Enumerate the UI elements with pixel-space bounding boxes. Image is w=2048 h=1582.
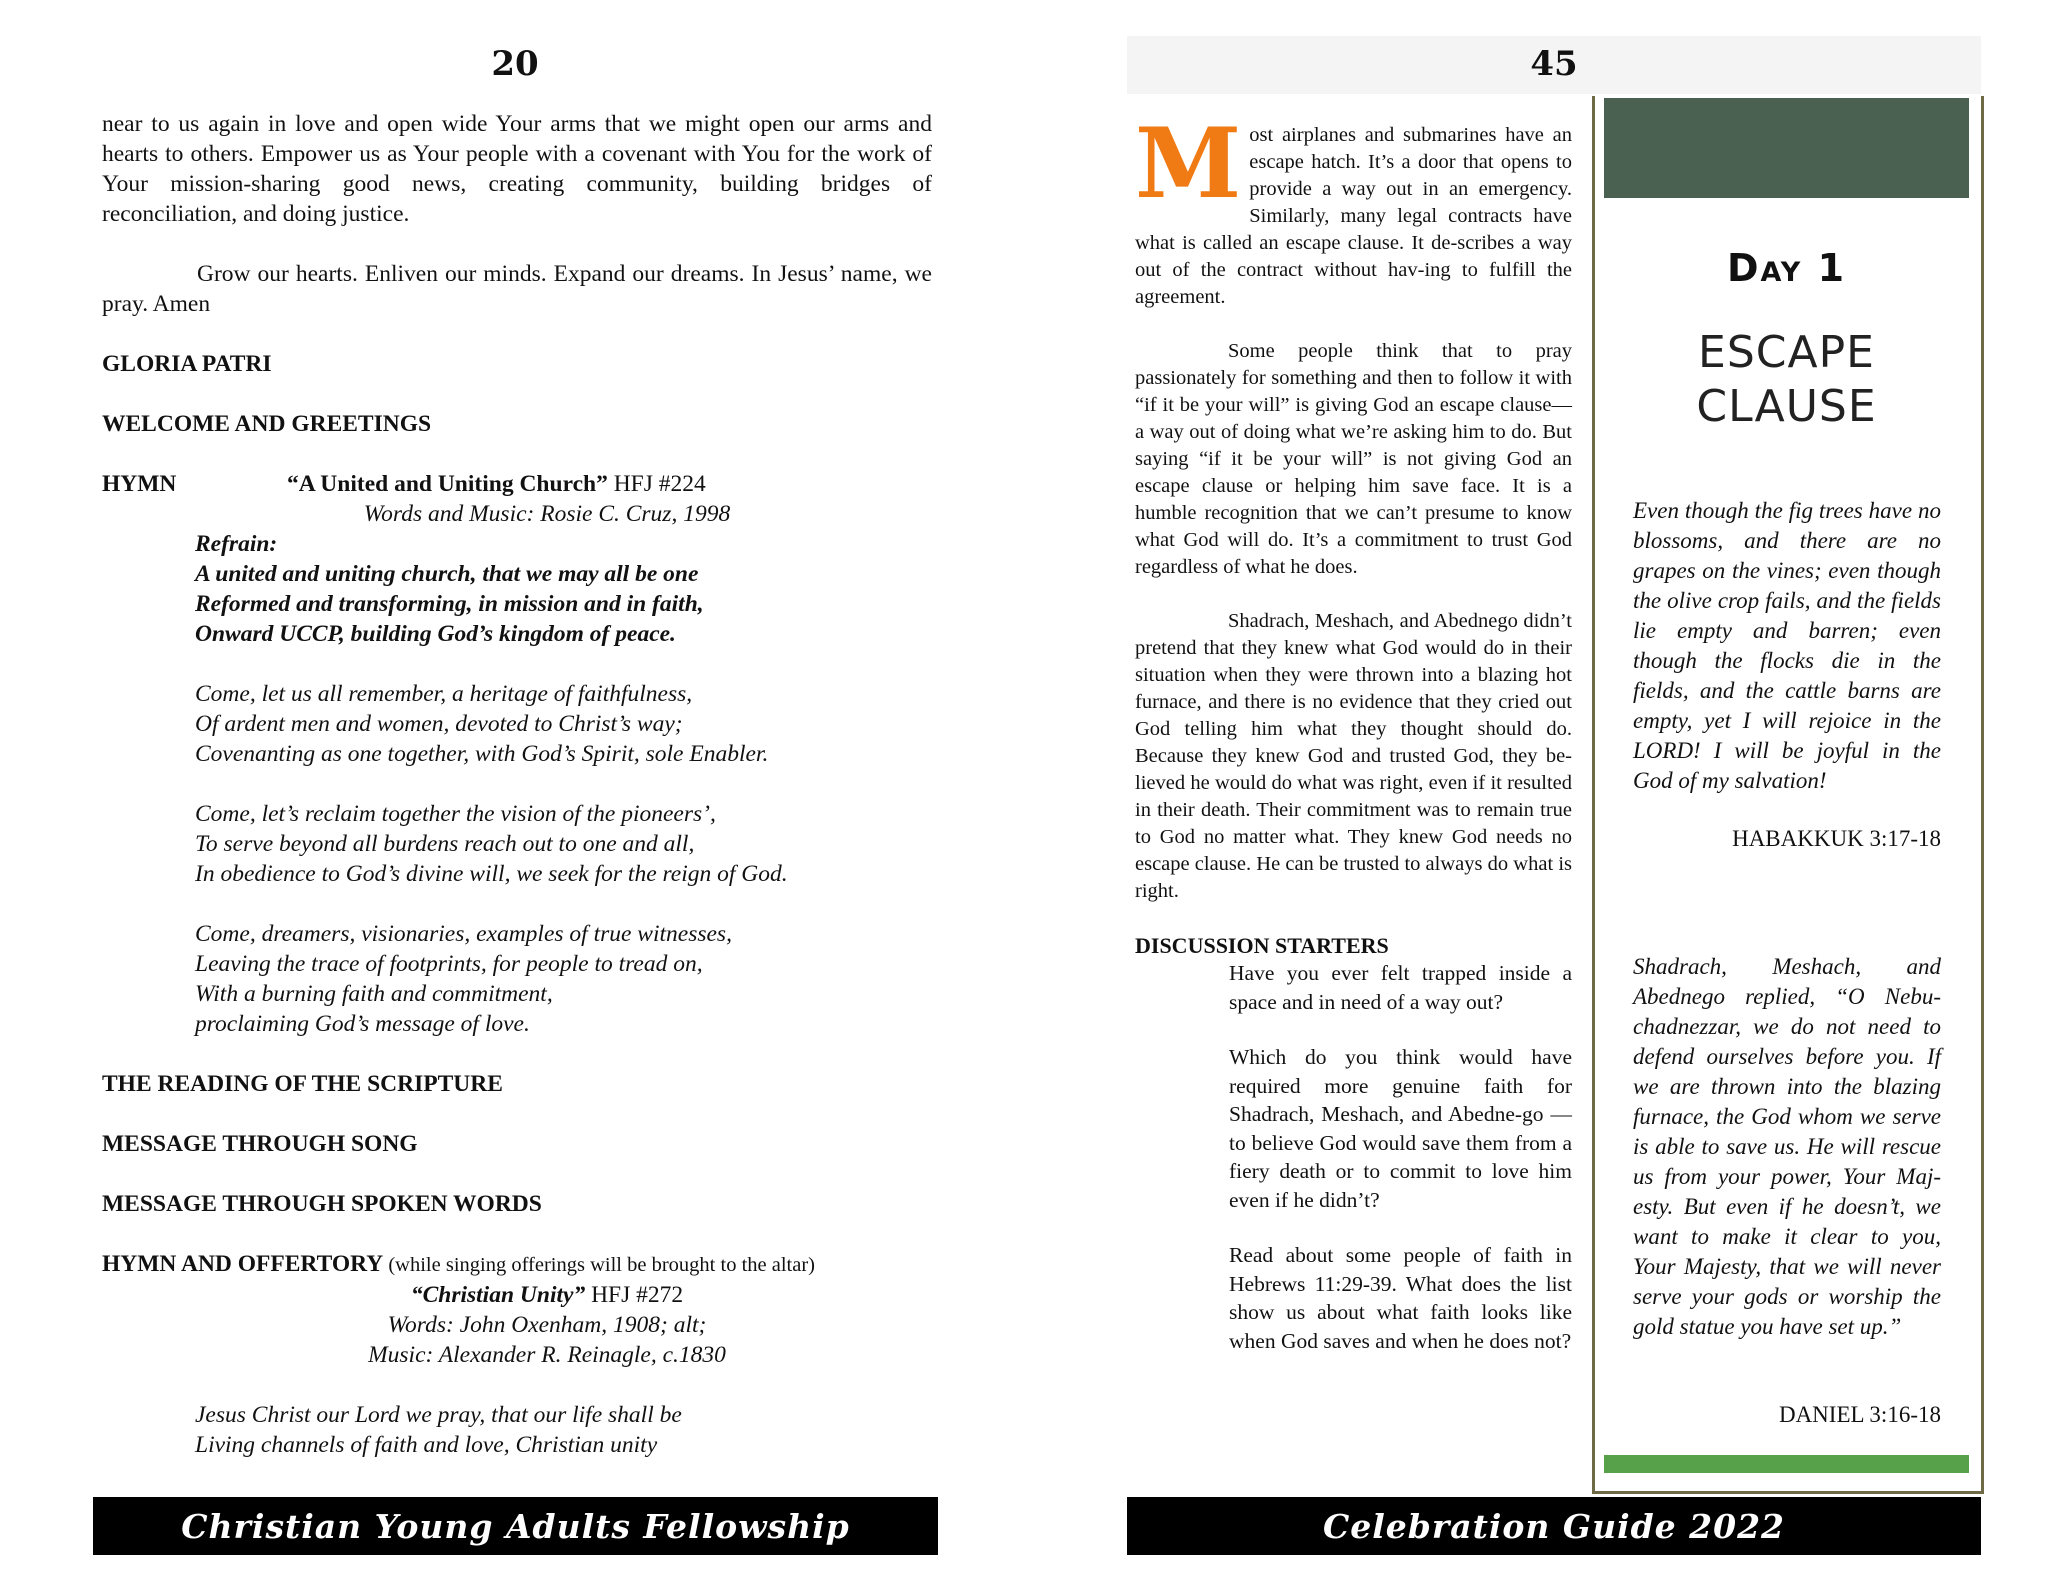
offertory-credit-music: Music: Alexander R. Reinagle, c.1830 — [368, 1342, 726, 1368]
hymn-heading — [102, 469, 932, 499]
hymn-title: “A United and Uniting Church” — [287, 471, 608, 497]
offertory-number: HFJ #272 — [585, 1282, 684, 1308]
lyric-line: proclaiming God’s message of love. — [195, 1011, 530, 1037]
offertory-label: HYMN AND OFFERTORY — [102, 1251, 384, 1277]
order-of-worship — [102, 109, 932, 1460]
lyric-line: In obedience to God’s divine will, we seek for the reign of God. — [195, 861, 788, 887]
prayer-close: Grow our hearts. Enliven our minds. Expand our dreams. In Jesus’ name, we pray. Amen — [102, 261, 932, 317]
stanza-1 — [102, 679, 932, 769]
footer-title: Celebration Guide 2022 — [1322, 1506, 1786, 1546]
refrain — [102, 529, 932, 649]
scripture-reference: HABAKKUK 3:17-18 — [1732, 826, 1941, 851]
intro-paragraph — [1135, 107, 1572, 311]
offertory-lyrics — [102, 1400, 932, 1460]
page-number: 45 — [1530, 44, 1578, 84]
lyric-line: Jesus Christ our Lord we pray, that our life shall be — [195, 1402, 682, 1428]
right-page — [1024, 0, 2048, 1582]
offertory-heading — [102, 1249, 932, 1280]
refrain-label: Refrain: — [195, 531, 278, 557]
hymn-number: HFJ #224 — [607, 471, 706, 497]
lyric-line: Come, let us all remember, a heritage of faithfulness, — [195, 681, 693, 707]
hymn-label: HYMN — [102, 471, 177, 497]
devotional-text — [1135, 107, 1572, 1355]
message-song-heading: MESSAGE THROUGH SONG — [102, 1131, 418, 1157]
gloria-patri-heading: GLORIA PATRI — [102, 351, 272, 377]
discussion-question: Read about some people of faith in Hebrews 11:29-39. What does the list show us about what faith looks like when God saves and when he does not? — [1229, 1243, 1572, 1353]
footer-bar — [93, 1497, 938, 1555]
message-words-heading: MESSAGE THROUGH SPOKEN WORDS — [102, 1191, 542, 1217]
title-line: CLAUSE — [1696, 381, 1877, 432]
drop-cap: M — [1135, 107, 1242, 220]
discussion-heading: DISCUSSION STARTERS — [1135, 933, 1389, 958]
devotional-title — [1604, 326, 1969, 434]
offertory-note: (while singing offerings will be brought to the altar) — [383, 1254, 815, 1276]
lyric-line: Come, let’s reclaim together the vision of the pioneers’, — [195, 801, 716, 827]
discussion-question: Which do you think would have required more genuine faith for Shadrach, Meshach, and Abedne-go —to believe God would save them from a fiery death or to commit to love him even if he didn’t? — [1229, 1045, 1572, 1212]
stanza-3 — [102, 919, 932, 1039]
offertory-credit-words: Words: John Oxenham, 1908; alt; — [387, 1312, 707, 1338]
lyric-line: Come, dreamers, visionaries, examples of true witnesses, — [195, 921, 732, 947]
scripture-sidebar — [1592, 96, 1984, 1494]
intro-text: ost airplanes and submarines have an escape hatch. It’s a door that opens to provide a way out in an emergency. Similarly, many legal contracts have what is called an escape clause. It de-scribes a way out of the contract without hav-ing to fulfill the agreement. — [1135, 124, 1572, 308]
discussion-question: Have you ever felt trapped inside a space and in need of a way out? — [1229, 961, 1572, 1014]
refrain-line: Onward UCCP, building God’s kingdom of peace. — [195, 621, 676, 647]
day-title: Day 1 — [1726, 246, 1847, 290]
lyric-line: To serve beyond all burdens reach out to one and all, — [195, 831, 695, 857]
lyric-line: Of ardent men and women, devoted to Christ’s way; — [195, 711, 683, 737]
welcome-heading: WELCOME AND GREETINGS — [102, 411, 432, 437]
lyric-line: With a burning faith and commitment, — [195, 981, 553, 1007]
scripture-reference: DANIEL 3:16-18 — [1778, 1402, 1941, 1427]
refrain-line: Reformed and transforming, in mission and in faith, — [195, 591, 704, 617]
paragraph: Shadrach, Meshach, and Abednego didn’t pretend that they knew what God would do in their situation when they were thrown into a blazing hot furnace, and there is no evidence that they cried out God telling him what they thought should do. Because they knew God and trusted God, they be-lieved he would do what was right, even if it resulted in their death. Their commitment was to remain true to God no matter what. They knew God needs no escape clause. He can be trusted to always do what is right. — [1135, 610, 1572, 902]
footer-bar — [1127, 1497, 1981, 1555]
footer-title: Christian Young Adults Fellowship — [181, 1506, 850, 1546]
scripture-verse: Shadrach, Meshach, and Abednego replied, “O Nebu-chadnezzar, we do not need to defend ourselves before you. If we are thrown into the blazing furnace, the God whom we serve is able to save us. He will rescue us from your power, Your Maj-esty. But even if he doesn’t, we want to make it clear to you, Your Majesty, that we will never serve your gods or worship the gold statue you have set up.” — [1633, 954, 1941, 1339]
sidebar-top-band — [1604, 98, 1969, 198]
paragraph: Some people think that to pray passionately for something and then to follow it with “if it be your will” is giving God an escape clause—a way out of doing what we’re asking him to do. But saying “if it be your will” is not giving God an escape clause or helping him save face. It is a humble recognition that we can’t presume to know what God will do. It’s a commitment to trust God regardless of what he does. — [1135, 340, 1572, 578]
offertory-hymn — [102, 1280, 932, 1310]
page-number: 20 — [491, 44, 539, 84]
lyric-line: Living channels of faith and love, Christian unity — [195, 1432, 658, 1458]
prayer-paragraph: near to us again in love and open wide Your arms that we might open our arms and hearts to others. Empower us as Your people with a covenant with You for the work of Your mission-sharing good news, creating community, building bridges of reconciliation, and doing justice. — [102, 111, 932, 227]
sidebar-bottom-band — [1604, 1455, 1969, 1473]
lyric-line: Leaving the trace of footprints, for people to tread on, — [195, 951, 703, 977]
offertory-title: “Christian Unity” — [410, 1282, 586, 1308]
refrain-line: A united and uniting church, that we may all be one — [195, 561, 699, 587]
title-line: ESCAPE — [1698, 327, 1875, 378]
hymn-credit: Words and Music: Rosie C. Cruz, 1998 — [363, 501, 731, 527]
scripture-verse: Even though the fig trees have no blossoms, and there are no grapes on the vines; even though the olive crop fails, and the fields lie empty and barren; even though the flocks die in the fields, and the cattle barns are empty, yet I will rejoice in the LORD! I will be joyful in the God of my salvation! — [1633, 498, 1941, 793]
scripture-reading-heading: THE READING OF THE SCRIPTURE — [102, 1071, 503, 1097]
lyric-line: Covenanting as one together, with God’s Spirit, sole Enabler. — [195, 741, 769, 767]
stanza-2 — [102, 799, 932, 889]
